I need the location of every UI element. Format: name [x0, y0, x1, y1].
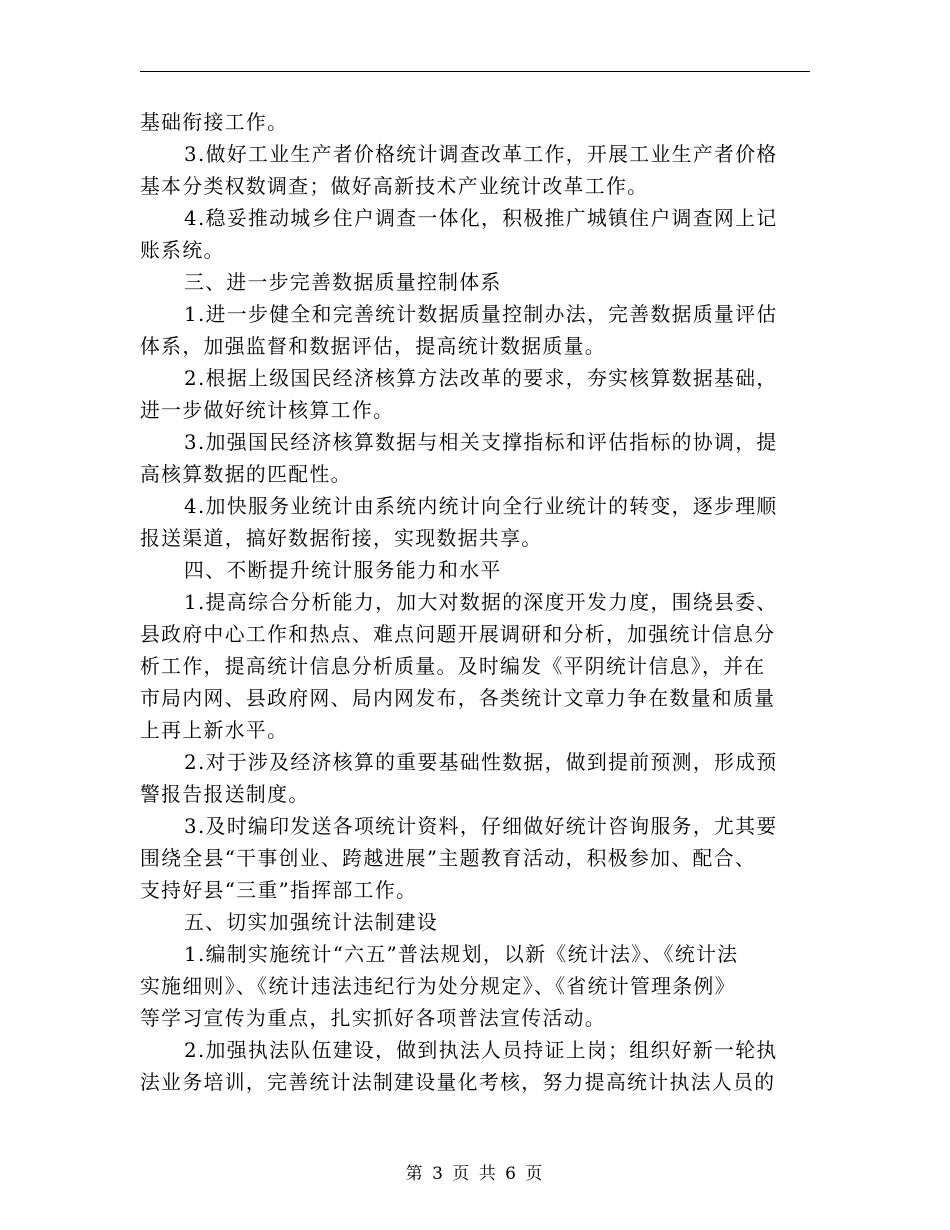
text-line: 高核算数据的匹配性。	[140, 463, 352, 486]
text-line: 法业务培训，完善统计法制建设量化考核，努力提高统计执法人员的	[140, 1071, 776, 1094]
page-footer: 第 3 页 共 6 页	[405, 1164, 545, 1184]
text-line: 实施细则》、《统计违法违纪行为处分规定》、《省统计管理条例》	[140, 975, 736, 998]
text-line: 上再上新水平。	[140, 719, 289, 742]
text-line: 3.及时编印发送各项统计资料，仔细做好统计咨询服务，尤其要	[184, 815, 778, 838]
text-line: 基础衔接工作。	[140, 111, 289, 134]
text-line: 三、进一步完善数据质量控制体系	[184, 271, 502, 294]
text-line: 支持好县“三重”指挥部工作。	[140, 879, 418, 902]
text-line: 2.对于涉及经济核算的重要基础性数据，做到提前预测，形成预	[184, 751, 778, 774]
text-line: 基本分类权数调查；做好高新技术产业统计改革工作。	[140, 175, 649, 198]
text-line: 2.加强执法队伍建设，做到执法人员持证上岗；组织好新一轮执	[184, 1039, 778, 1062]
text-line: 县政府中心工作和热点、难点问题开展调研和分析，加强统计信息分	[140, 623, 776, 646]
text-line: 警报告报送制度。	[140, 783, 310, 806]
text-line: 等学习宣传为重点，扎实抓好各项普法宣传活动。	[140, 1007, 606, 1030]
text-line: 3.加强国民经济核算数据与相关支撑指标和评估指标的协调，提	[184, 431, 778, 454]
text-line: 析工作，提高统计信息分析质量。及时编发《平阴统计信息》，并在	[140, 655, 766, 678]
text-line: 账系统。	[140, 239, 225, 262]
text-line: 4.稳妥推动城乡住户调查一体化，积极推广城镇住户调查网上记	[184, 207, 778, 230]
text-line: 4.加快服务业统计由系统内统计向全行业统计的转变，逐步理顺	[184, 495, 778, 518]
text-line: 围绕全县“干事创业、跨越进展”主题教育活动，积极参加、配合、	[140, 847, 757, 870]
text-line: 市局内网、县政府网、局内网发布，各类统计文章力争在数量和质量	[140, 687, 776, 710]
text-line: 四、不断提升统计服务能力和水平	[184, 559, 502, 582]
text-line: 1.编制实施统计“六五”普法规划，以新《统计法》、《统计法	[184, 943, 739, 966]
text-line: 报送渠道，搞好数据衔接，实现数据共享。	[140, 527, 543, 550]
text-line: 3.做好工业生产者价格统计调查改革工作，开展工业生产者价格	[184, 143, 778, 166]
text-line: 1.提高综合分析能力，加大对数据的深度开发力度，围绕县委、	[184, 591, 778, 614]
text-line: 进一步做好统计核算工作。	[140, 399, 395, 422]
text-line: 体系，加强监督和数据评估，提高统计数据质量。	[140, 335, 606, 358]
text-line: 五、切实加强统计法制建设	[184, 911, 439, 934]
header-rule	[140, 71, 810, 72]
document-body	[140, 107, 808, 1099]
text-line: 2.根据上级国民经济核算方法改革的要求，夯实核算数据基础，	[184, 367, 778, 390]
text-line: 1.进一步健全和完善统计数据质量控制办法，完善数据质量评估	[184, 303, 778, 326]
